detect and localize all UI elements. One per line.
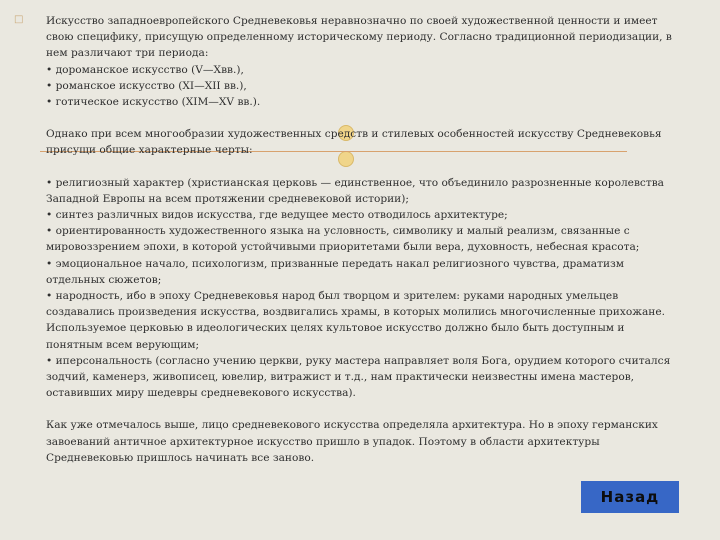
feature-item: • народность, ибо в эпоху Средневековья народ был творцом и зрителем: руками народных умельцев создавались произведения искусства, воздвигались храмы, в которых молились многочисленные прихожане. Используемое церковью в идеологических целях культовое искусство должно было быть доступным и понятным всем верующим; <box>46 290 665 351</box>
feature-item: • синтез различных видов искусства, где ведущее место отводилось архитектуре; <box>46 209 508 222</box>
feature-item: • эмоциональное начало, психологизм, призванные передать накал религиозного чувства, драматизм отдельных сюжетов; <box>46 257 625 286</box>
feature-item: • иперсональность (согласно учению церкви, руку мастера направляет воля Бога, орудием которого считался зодчий, каменерз, живописец, ювелир, витражист и т.д., нам практически неизвестны имена мастеров, оставивших миру шедевры средневекового искусства). <box>46 354 671 400</box>
bullet-square-icon: □ <box>14 14 24 25</box>
period-item: • готическое искусство (XIM—XV вв.). <box>46 96 261 109</box>
features-intro: Однако при всем многообразии художественных средств и стилевых особенностей искусству Средневековья присущи общие характерные черты: <box>46 128 662 157</box>
period-item: • дороманское искусство (V—Xвв.), <box>46 63 244 76</box>
feature-item: • ориентированность художественного языка на условность, символику и малый реализм, связанные с мировоззрением эпохи, в которой устойчивыми приоритетами были вера, духовность, небесная красота; <box>46 225 640 254</box>
period-item: • романское искусство (XI—XII вв.), <box>46 79 247 92</box>
feature-item: • религиозный характер (христианская церковь — единственное, что объединило разрозненные королевства Западной Европы на всем протяжении средневековой истории); <box>46 176 664 205</box>
closing-paragraph: Как уже отмечалось выше, лицо средневекового искусства определяла архитектура. Но в эпоху германских завоеваний античное архитектурное искусство пришло в упадок. Поэтому в области архитектуры Средневековью пришлось начинать все заново. <box>46 419 658 464</box>
back-button[interactable]: Назад <box>581 481 679 513</box>
text-body <box>46 13 676 466</box>
intro-paragraph: Искусство западноевропейского Средневековья неравнозначно по своей художественной ценности и имеет свою специфику, присущую определенному историческому периоду. Согласно традиционной периодизации, в нем различают три периода: <box>46 15 672 60</box>
